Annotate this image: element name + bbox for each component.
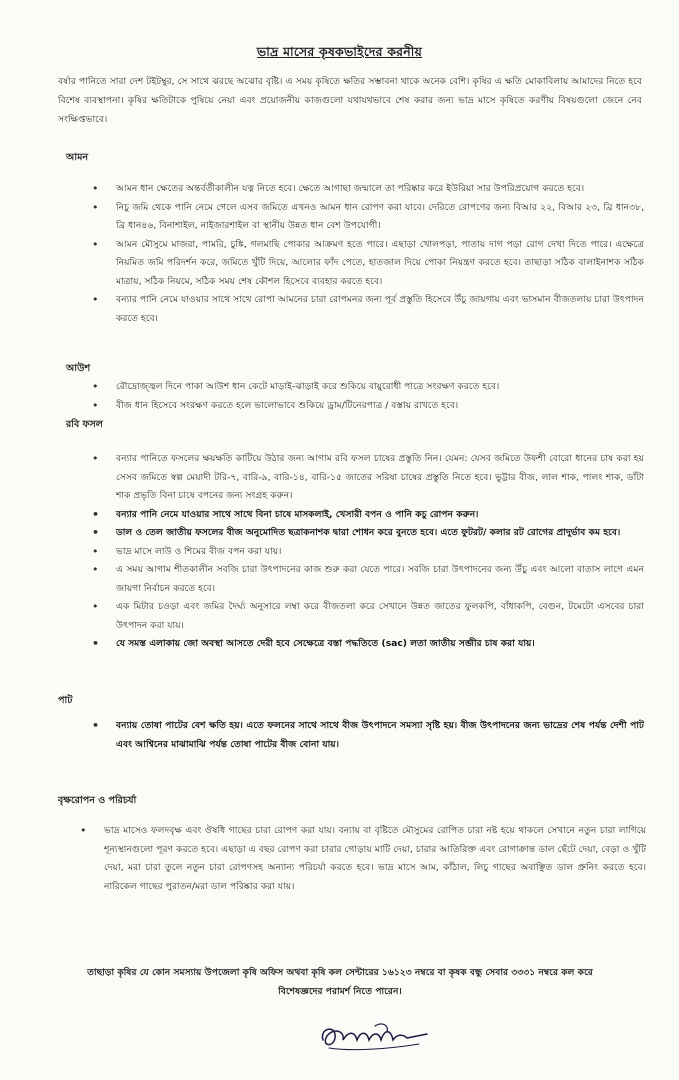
section-list-aus bbox=[92, 378, 644, 415]
signature-image bbox=[315, 1018, 435, 1054]
list-item: • যে সমস্ত এলাকায় জো অবস্থা আসতে দেরী হবে সেক্ষেত্রে বস্তা পদ্ধতিতে (sac) লতা জাতীয় সব্জীর চাষ করা যায়। bbox=[92, 635, 644, 654]
list-item: • এক মিটার চওড়া এবং জমির দৈর্ঘ্য অনুসারে লম্বা করে বীজতলা করে সেখানে উন্নত জাতের ফুলকপি, বাঁধাকপি, বেগুন, টমেটো এসবের চারা উৎপাদন করা যায়। bbox=[92, 598, 644, 635]
section-list-rabi bbox=[92, 450, 644, 654]
section-heading-tree-planting: বৃক্ষরোপন ও পরিচর্যা bbox=[58, 795, 137, 806]
list-item: • এ সময় আগাম শীতকালীন সবজি চারা উৎপাদনের কাজ শুরু করা যেতে পারে। সবজি চারা উৎপাদনের জন্য উঁচু এবং আলো বাতাস লাগে এমন জায়গা নির্বাচন করতে হবে। bbox=[92, 561, 644, 598]
section-list-jute bbox=[92, 717, 644, 754]
document-title: ভাদ্র মাসের কৃষকভাইদের করনীয় bbox=[256, 44, 423, 59]
section-heading-rabi: রবি ফসল bbox=[66, 419, 103, 430]
intro-paragraph: বর্ষার পানিতে সারা দেশ টইটম্বুর, সে সাথে ঝরছে অঝোর বৃষ্টি। এ সময় কৃষিতে ক্ষতির সম্ভাবনা থাকে অনেক বেশি। কৃষির এ ক্ষতি মোকাবিলায় আমাদের নিতে হবে বিশেষ ব্যবস্থাপনা। কৃষির ক্ষতিটাকে পুষিয়ে নেয়া এবং প্রয়োজনীয় কাজগুলো যথাযথভাবে শেষ করার জন্য ভাদ্র মাসে কৃষিতে করণীয় বিষয়গুলো জেনে নেব সংক্ষিপ্তভাবে। bbox=[58, 76, 642, 125]
list-item: • বীজ ধান হিসেবে সংরক্ষণ করতে হলে ভালোভাবে শুকিয়ে ড্রাম/টিনেরপাত্র / বস্তায় রাখতে হবে। bbox=[92, 397, 644, 416]
list-item: • নিচু জমি থেকে পানি নেমে গেলে এসব জমিতে এখনও আমন ধান রোপণ করা যাবে। দেরিতে রোপণের জন্য বিআর ২২, বিআর ২৩, ব্রি ধান৩৮, ব্রি ধান৪৬, বিনাশাইল, নাইজারশাইল বা স্থানীয় উন্নত ধান বেশ উপযোগী। bbox=[92, 199, 644, 236]
section-heading-aman: আমন bbox=[66, 152, 89, 163]
list-item: • আমন মৌসুমে মাজরা, পামরি, চুঙ্কি, গলমাছি পোকার আক্রমণ হতে পারে। এছাড়া খোলপড়া, পাতায় দাগ পড়া রোগ দেখা দিতে পারে। এক্ষেত্রে নিয়মিত জমি পরিদর্শন করে, জমিতে খুঁটি দিয়ে, আলোর ফাঁদ পেতে, হাতজাল দিয়ে পোকা নিয়ন্ত্রণ করতে হবে। তাছাড়া সঠিক বালাইনাশক সঠিক মাত্রায়, সঠিক নিয়মে, সঠিক সময় শেষ কৌশল হিসেবে ব্যবহার করতে হবে। bbox=[92, 236, 644, 292]
section-heading-aus: আউশ bbox=[66, 363, 91, 374]
list-item: • ভাদ্র মাসেও ফলদবৃক্ষ এবং ঔষধি গাছের চারা রোপণ করা যায়। বন্যায় বা বৃষ্টিতে মৌসুমের রোপিত চারা নষ্ট হয়ে থাকলে সেখানে নতুন চারা লাগিয়ে শূন্যস্থানগুলো পূরণ করতে হবে। এছাড়া এ বছর রোপণ করা চারার গোড়ায় মাটি দেয়া, চারার আতিরিক্ত এবং রোগাক্রান্ত ডাল ছেঁটে দেয়া, বেড়া ও খুঁটি দেয়া, মরা চারা তুলে নতুন চারা রোপণসহ অন্যান্য পরিচর্যা করতে হবে। ভাদ্র মাসে আম, কাঁঠাল, লিচু গাছের অবাঞ্ছিত ডাল প্রুনিং করতে হবে। নারিকেল গাছের পুরাতন/মরা ডাল পরিষ্কার করা যায়। bbox=[80, 822, 646, 896]
list-item: • বন্যার পানিতে ফসলের ক্ষয়ক্ষতি কাটিয়ে উঠার জন্য আগাম রবি ফসল চাষের প্রস্তুতি নিন। যেমন: যেসব জমিতে উফশী বোরো ধানের চাষ করা হয় সেসব জমিতে স্বল্প মেয়াদী টরি-৭, বারি-৯, বারি-১৪, বারি-১৫ জাতের সরিষা চাষের প্রস্তুতি নিতে হবে। ভুট্টার বীজ, লাল শাক, পালং শাক, ডাঁটা শাক প্রভৃতি বিনা চাষে বপনের জন্য সংগ্রহ করুন। bbox=[92, 450, 644, 506]
list-item: • বন্যার পানি নেমে যাওয়ার সাথে সাথে রোপা আমনের চারা রোপমনর জন্য পূর্ব প্রস্তুতি হিসেবে উঁচু জায়গায় এবং ভাসমান বীজতলায় চারা উৎপাদন করতে হবে। bbox=[92, 291, 644, 328]
list-item: • রৌদ্রোজ্জ্বল দিনে পাকা আউশ ধান কেটে মাড়াই-ঝাড়াই করে শুকিয়ে বায়ুরোধী পাত্রে সংরক্ষণ করতে হবে। bbox=[92, 378, 644, 397]
list-item: • ভাদ্র মাসে লাউ ও শিমের বীজ বপন করা যায়। bbox=[92, 543, 644, 562]
closing-note: তাছাড়া কৃষির যে কোন সমস্যায় উপজেলা কৃষি অফিস অথবা কৃষি কল সেন্টারের ১৬১২৩ নম্বরে বা কৃষক বন্ধু সেবার ৩৩৩১ নম্বরে কল করে বিশেষজ্ঞদের পরামর্শ নিতে পারেন। bbox=[87, 967, 593, 997]
section-list-tree-planting bbox=[80, 822, 646, 896]
section-list-aman bbox=[92, 180, 644, 328]
list-item: • ডাল ও তেল জাতীয় ফসলের বীজ অনুমোদিত ছত্রাকনাশক দ্বারা শোধন করে বুনতে হবে। এতে ফুটরট/ কলার রট রোগের প্রাদুর্ভাব কম হবে। bbox=[92, 524, 644, 543]
list-item: • বন্যায় তোষা পাটের বেশ ক্ষতি হয়। এতে ফলনের সাথে সাথে বীজ উৎপাদনে সমস্যা সৃষ্টি হয়। বীজ উৎপাদনের জন্য ভাদ্রের শেষ পর্যন্ত দেশী পাট এবং আশ্বিনের মাঝামাঝি পর্যন্ত তোষা পাটের বীজ বোনা যায়। bbox=[92, 717, 644, 754]
list-item: • আমন ধান ক্ষেতের অন্তর্বর্তীকালীন যত্ন নিতে হবে। ক্ষেতে আগাছা জন্মালে তা পরিষ্কার করে ইউরিয়া সার উপরিপ্রয়োগ করতে হবে। bbox=[92, 180, 644, 199]
list-item: • বন্যার পানি নেমে যাওয়ার সাথে সাথে বিনা চাষে মাসকলাই, খেসারী বপন ও পানি কচু রোপন করুন। bbox=[92, 506, 644, 525]
section-heading-jute: পাট bbox=[58, 695, 73, 706]
